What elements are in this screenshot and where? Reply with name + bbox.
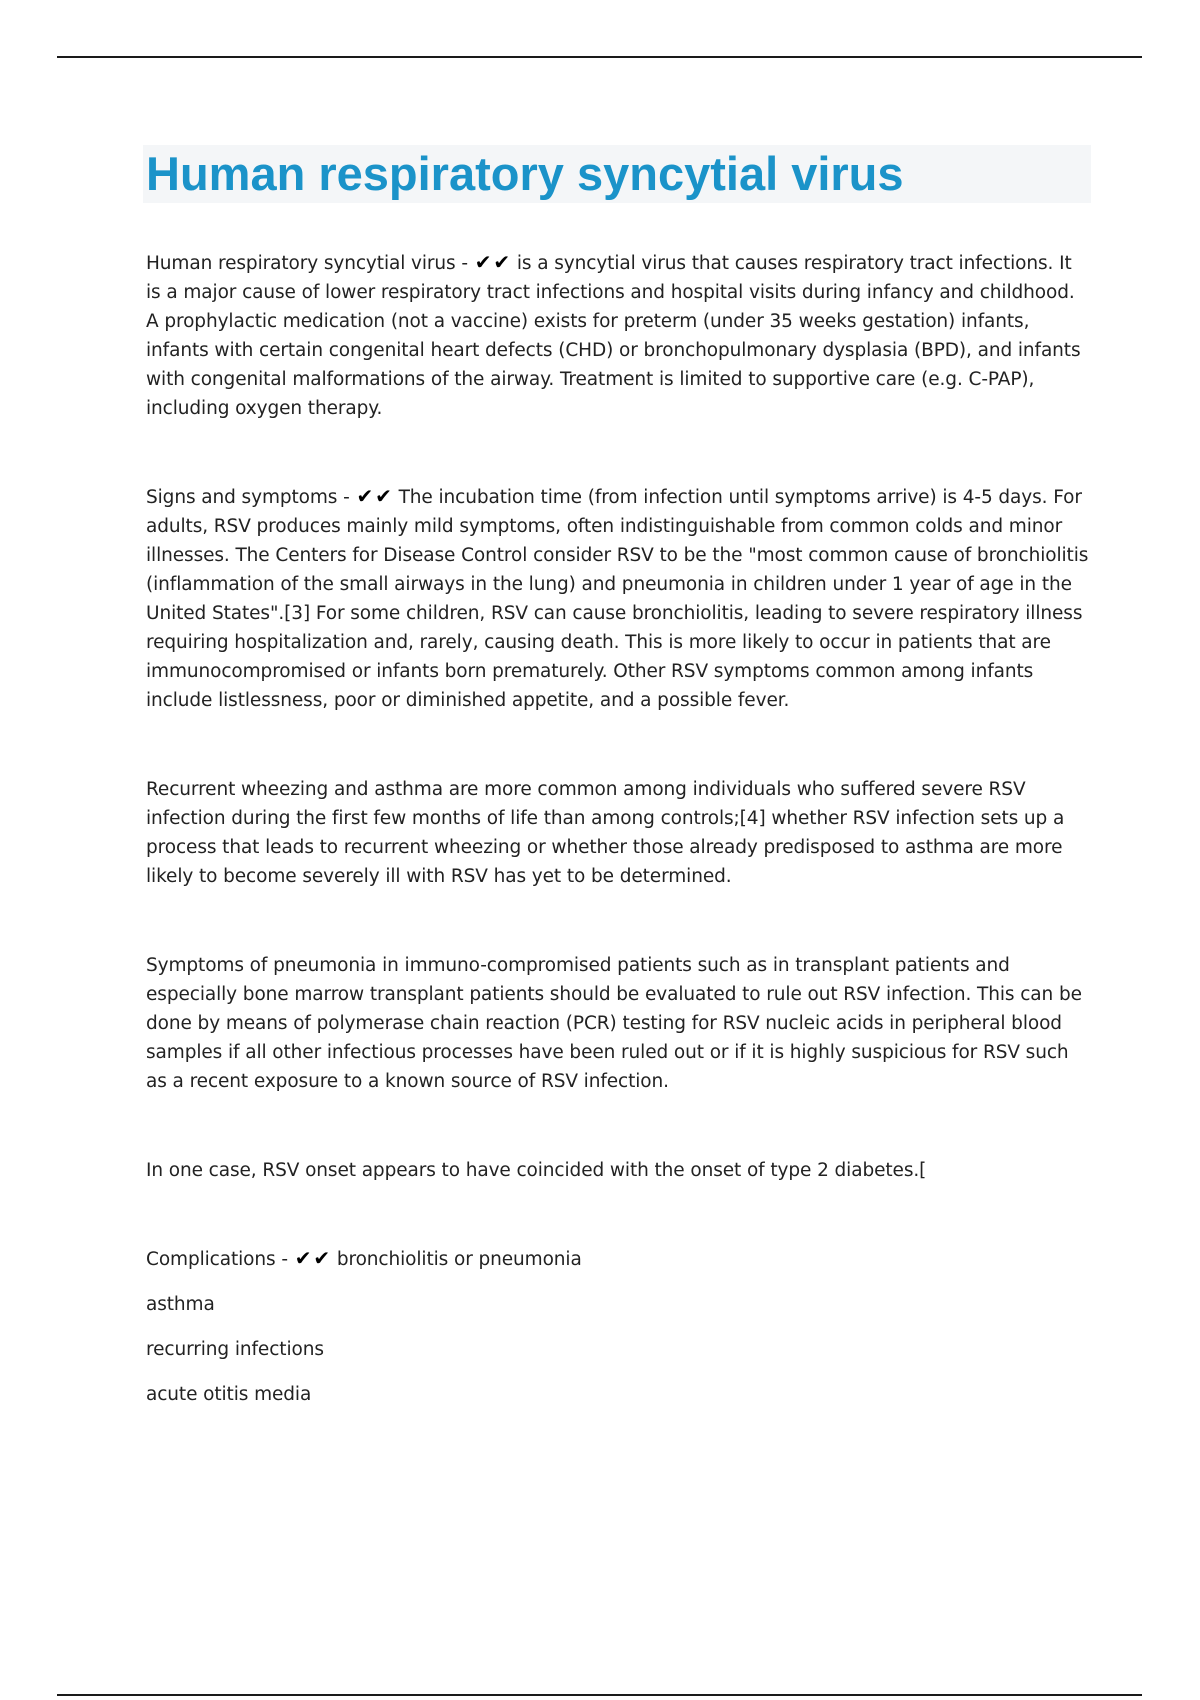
checkmark-icon: ✔ (356, 484, 374, 508)
checkmark-icon: ✔ (474, 250, 492, 274)
complications-line (146, 1245, 1091, 1274)
signs-term: Signs and symptoms (146, 487, 338, 508)
complications-list (146, 1290, 1091, 1409)
header-rule (57, 56, 1142, 58)
checkmark-icon: ✔ (375, 484, 392, 508)
intro-paragraph (146, 249, 1091, 423)
intro-text: is a syncytial virus that causes respiratory tract infections. It is a major cause of lower respiratory tract infections and hospital visits during infancy and childhood. A prophylactic medication (not a vaccine) exists for preterm (under 35 weeks gestation) infants, infants with certain congenital heart defects (CHD) or bronchopulmonary dysplasia (BPD), and infants with congenital malformations of the airway. Treatment is limited to supportive care (e.g. C-PAP), including oxygen therapy. (146, 253, 1081, 419)
checkmark-icon: ✔ (294, 1246, 312, 1270)
footer-rule (57, 1694, 1142, 1696)
complications-term: Complications (146, 1249, 276, 1270)
signs-separator: - (337, 487, 356, 508)
checkmark-icon: ✔ (493, 250, 511, 274)
signs-paragraph (146, 483, 1091, 715)
list-item: asthma (146, 1294, 215, 1315)
pneumonia-paragraph: Symptoms of pneumonia in immuno-compromised patients such as in transplant patients and especially bone marrow transplant patients should be evaluated to rule out RSV infection. This can be done by means of polymerase chain reaction (PCR) testing for RSV nucleic acids in peripheral blood samples if all other infectious processes have been ruled out or if it is highly suspicious for RSV such as a recent exposure to a known source of RSV infection. (146, 955, 1082, 1092)
intro-term: Human respiratory syncytial virus (146, 253, 456, 274)
complications-section (146, 1245, 1091, 1409)
complications-separator: - (275, 1249, 294, 1270)
checkmark-icon: ✔ (313, 1246, 331, 1270)
document-body (146, 249, 1091, 1409)
list-item: acute otitis media (146, 1384, 312, 1405)
page-title: Human respiratory syncytial virus (146, 147, 904, 200)
wheezing-paragraph: Recurrent wheezing and asthma are more common among individuals who suffered severe RSV infection during the first few months of life than among controls;[4] whether RSV infection sets up a process that leads to recurrent wheezing or whether those already predisposed to asthma are more likely to become severely ill with RSV has yet to be determined. (146, 779, 1065, 887)
diabetes-paragraph: In one case, RSV onset appears to have coincided with the onset of type 2 diabetes.[ (146, 1160, 927, 1181)
signs-text: The incubation time (from infection until symptoms arrive) is 4-5 days. For adults, RSV produces mainly mild symptoms, often indistinguishable from common colds and minor illnesses. The Centers for Disease Control consider RSV to be the "most common cause of bronchiolitis (inflammation of the small airways in the lung) and pneumonia in children under 1 year of age in the United States".[3] For some children, RSV can cause bronchiolitis, leading to severe respiratory illness requiring hospitalization and, rarely, causing death. This is more likely to occur in patients that are immunocompromised or infants born prematurely. Other RSV symptoms common among infants include listlessness, poor or diminished appetite, and a possible fever. (146, 487, 1089, 711)
list-item: recurring infections (146, 1339, 324, 1360)
intro-separator: - (455, 253, 474, 274)
complications-first: bronchiolitis or pneumonia (331, 1249, 582, 1270)
